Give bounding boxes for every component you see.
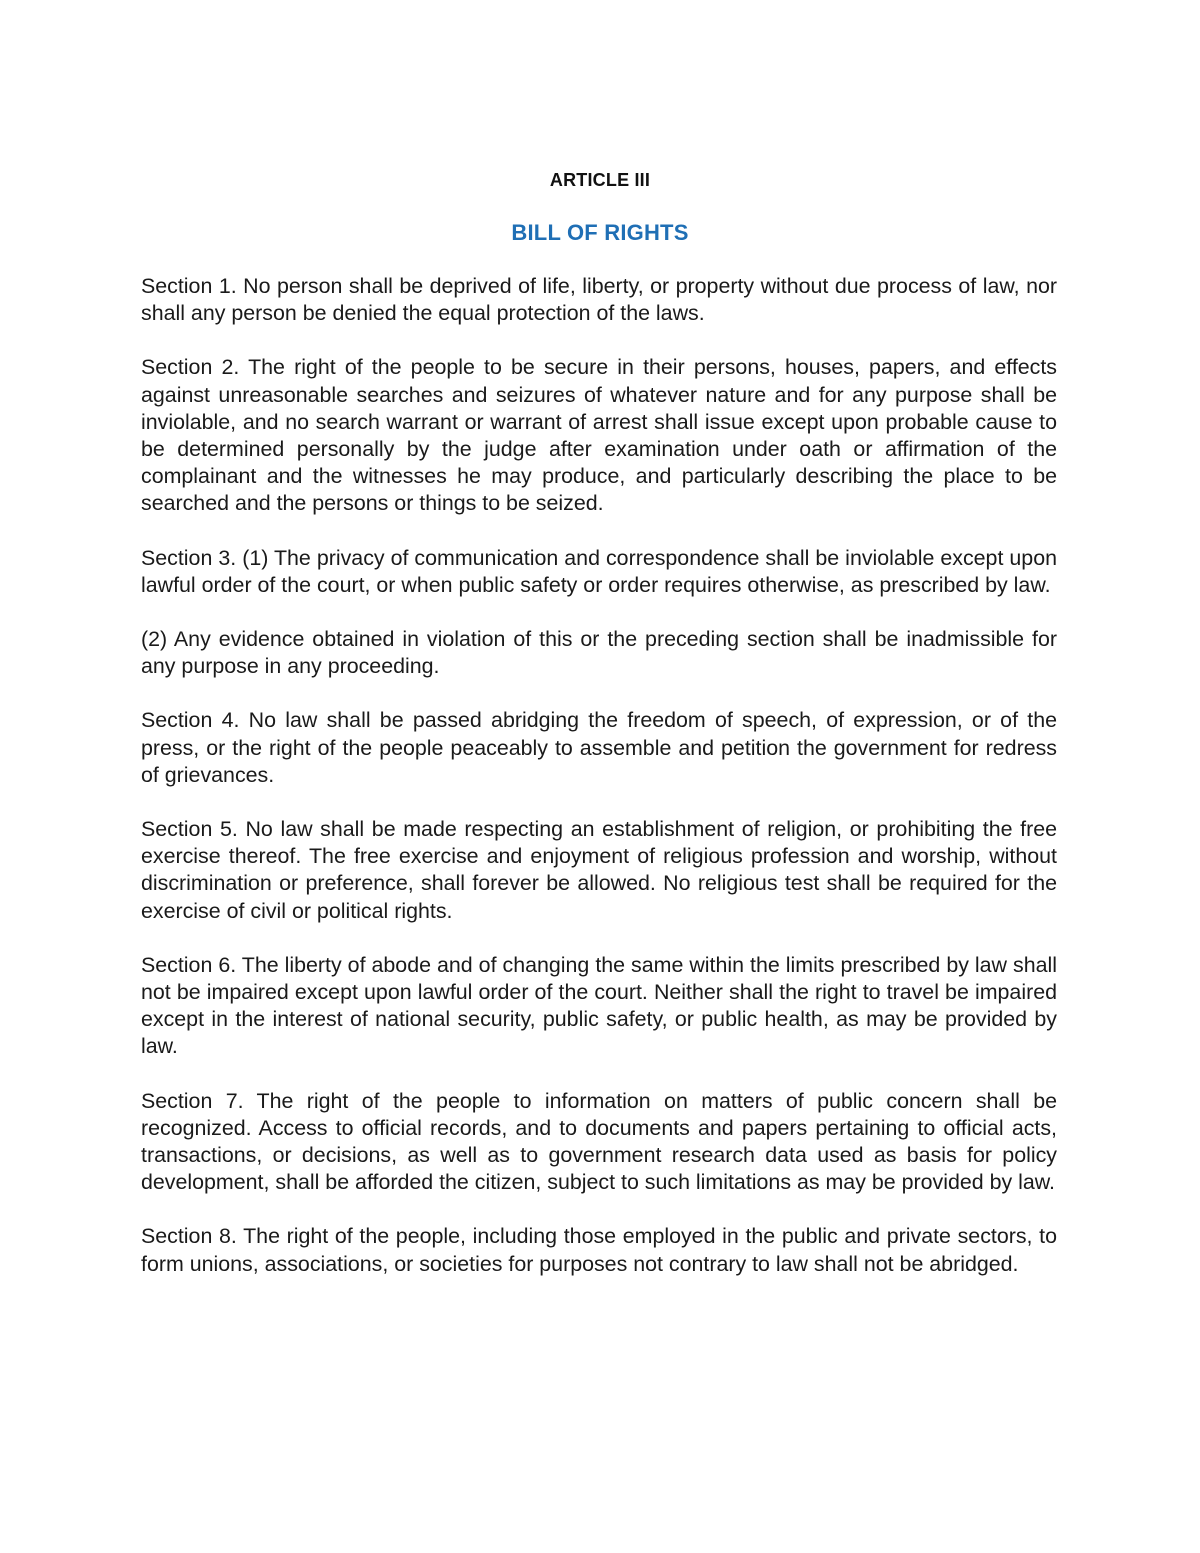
section-3-2-paragraph: (2) Any evidence obtained in violation of this or the preceding section shall be inadmissible for any purpose in any proceeding.	[141, 627, 1057, 679]
section-2-paragraph: Section 2. The right of the people to be secure in their persons, houses, papers, and effects against unreasonable searches and seizures of whatever nature and for any purpose shall be inviolable, and no search warrant or warrant of arrest shall issue except upon probable cause to be determined personally by the judge after examination under oath or affirmation of the complainant and the witnesses he may produce, and particularly describing the place to be searched and the persons or things to be seized.	[141, 355, 1057, 516]
section-5-paragraph: Section 5. No law shall be made respecting an establishment of religion, or prohibiting the free exercise thereof. The free exercise and enjoyment of religious profession and worship, without discrimination or preference, shall forever be allowed. No religious test shall be required for the exercise of civil or political rights.	[141, 817, 1057, 923]
section-6-paragraph: Section 6. The liberty of abode and of changing the same within the limits prescribed by law shall not be impaired except upon lawful order of the court. Neither shall the right to travel be impaired except in the interest of national security, public safety, or public health, as may be provided by law.	[141, 952, 1057, 1059]
section-8-paragraph: Section 8. The right of the people, including those employed in the public and private sectors, to form unions, associations, or societies for purposes not contrary to law shall not be abridged.	[141, 1224, 1057, 1276]
section-7-paragraph: Section 7. The right of the people to information on matters of public concern shall be recognized. Access to official records, and to documents and papers pertaining to official acts, transactions, or decisions, as well as to government research data used as basis for policy development, shall be afforded the citizen, subject to such limitations as may be provided by law.	[141, 1088, 1057, 1195]
section-3-1-paragraph: Section 3. (1) The privacy of communication and correspondence shall be inviolable except upon lawful order of the court, or when public safety or order requires otherwise, as prescribed by law.	[141, 545, 1057, 597]
section-4-paragraph: Section 4. No law shall be passed abridging the freedom of speech, of expression, or of the press, or the right of the people peaceably to assemble and petition the government for redress of grievances.	[141, 708, 1057, 787]
document-title: BILL OF RIGHTS	[511, 220, 689, 245]
article-heading: ARTICLE III	[549, 170, 651, 190]
section-1-paragraph: Section 1. No person shall be deprived of life, liberty, or property without due process of law, nor shall any person be denied the equal protection of the laws.	[141, 274, 1057, 326]
document-body	[141, 273, 1057, 1305]
